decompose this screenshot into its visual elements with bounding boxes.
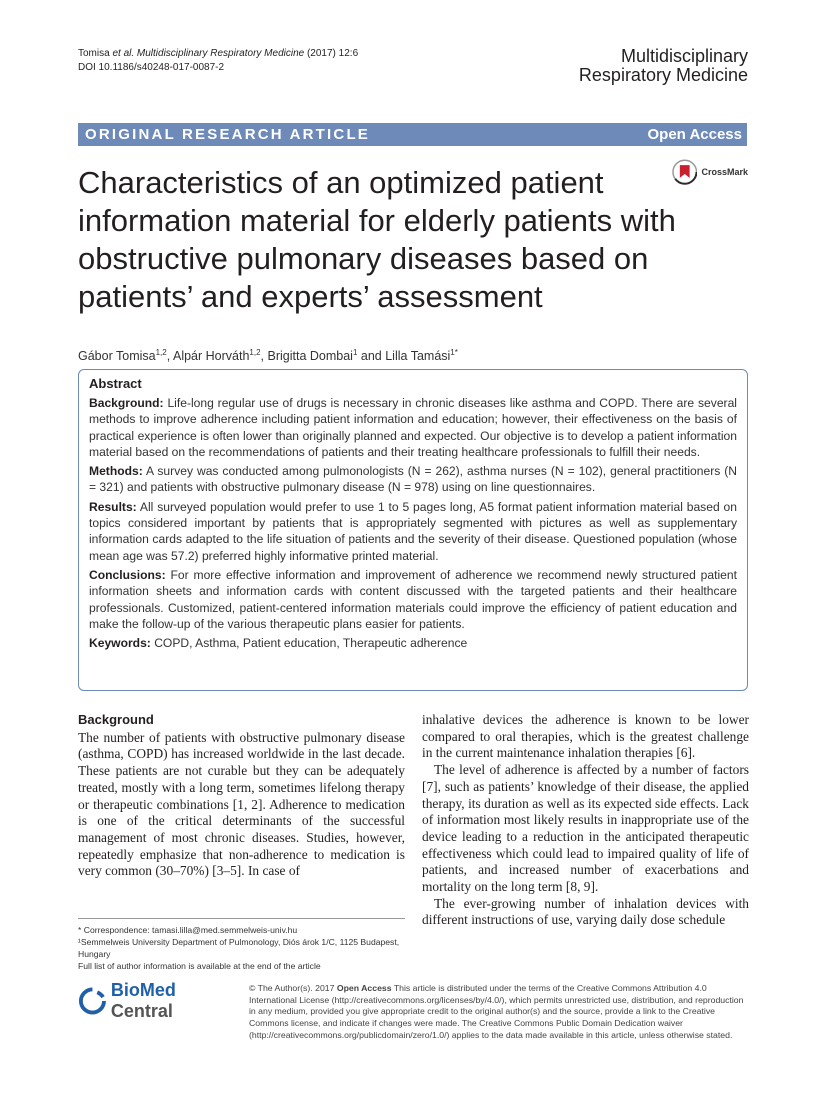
body-paragraph: The ever-growing number of inhalation devices with different instructions of use, varying daily dose schedule (422, 895, 749, 928)
author-info-note: Full list of author information is available at the end of the article (78, 961, 321, 971)
author-list (78, 348, 458, 363)
publisher-name: BioMed Central (110, 980, 176, 1021)
biomed-central-logo (78, 980, 238, 1021)
crossmark-badge[interactable] (672, 157, 748, 187)
body-left-column (78, 712, 405, 880)
abstract-methods: Methods: A survey was conducted among pulmonologists (N = 262), asthma nurses (N = 102), general practitioners (N = 321) and patients with obstructive pulmonary disease (N = 978) using on line questionnaires. (89, 464, 737, 495)
abstract-results: Results: All surveyed population would prefer to use 1 to 5 pages long, A5 format patient information material based on topics considered important by patients that is appropriately segmented with pictures as well as supplementary information cards adapted to the life situation of patients and the severity of their disease. Questioned population (whose mean age was 57.2) preferred highly informative printed material. (89, 499, 737, 563)
author: Lilla Tamási$^{1*}$ (385, 348, 458, 364)
body-paragraph: The level of adherence is affected by a number of factors [7], such as patients’ knowledge of their disease, the applied therapy, its duration as well as its expected side effects. Lack of information most likely results in inappropriate use of the device leading to a reduction in the anticipated therapeutic effectiveness which could lead to impaired quality of life of patients, and increased number of exacerbations and mortality on the long term [8, 9]. (422, 762, 749, 895)
abstract-heading: Abstract (89, 376, 142, 391)
open-access-label: Open Access (647, 126, 742, 143)
correspondence[interactable]: * Correspondence: tamasi.lilla@med.semmelweis-univ.hu (78, 925, 298, 935)
article-type-banner (78, 123, 747, 146)
author: Alpár Horváth$^{1,2}$, (172, 348, 268, 364)
doi: DOI 10.1186/s40248-017-0087-2 (78, 62, 225, 73)
author: Brigitta Dombai$^1$ and (267, 348, 386, 364)
affiliation: ¹Semmelweis University Department of Pulmonology, Diós árok 1/C, 1125 Budapest, Hungary (78, 937, 400, 959)
section-heading-background: Background (78, 712, 154, 727)
body-right-column (422, 712, 749, 929)
journal-name: Multidisciplinary Respiratory Medicine (578, 46, 748, 85)
body-paragraph: The number of patients with obstructive pulmonary disease (asthma, COPD) has increased worldwide in the last decade. These patients are not curable but they can be adequately treated, mostly with a long term, sometimes lifelong therapy or therapeutic combinations [1, 2]. Adherence to medication is one of the critical determinants of the successful management of most chronic diseases. Studies, however, repeatedly emphasize that non-adherence to medication is very common (30–70%) [3–5]. In case of (78, 729, 405, 879)
biomed-central-icon (78, 986, 107, 1016)
abstract-background: Background: Life-long regular use of drugs is necessary in chronic diseases like asthma and COPD. There are several methods to improve adherence including patient information and education; however, their effectiveness on the basis of practical experience is often lower than originally planned and expected. Our objective is to develop a patient information material based on the recommendations of patients and their treating healthcare professionals to fulfill their needs. (89, 396, 737, 459)
body-paragraph: inhalative devices the adherence is known to be lower compared to oral therapies, which is the greatest challenge in the current maintenance inhalation therapies [6]. (422, 712, 749, 761)
abstract-keywords: Keywords: COPD, Asthma, Patient education, Therapeutic adherence (89, 636, 468, 651)
citation-line: Tomisa et al. Multidisciplinary Respiratory Medicine (2017) 12:6 (78, 48, 359, 59)
license-statement: © The Author(s). 2017 Open Access This article is distributed under the terms of the Creative Commons Attribution 4.0 International License (http://creativecommons.org/licenses/by/4.0/), which permits unrestricted use, distribution, and reproduction in any medium, provided you give appropriate credit to the original author(s) and the source, provide a link to the Creative Commons license, and indicate if changes were made. The Creative Commons Public Domain Dedication waiver (http://creativecommons.org/publicdomain/zero/1.0/) applies to the data made available in this article, unless otherwise stated. (249, 983, 744, 1040)
crossmark-label: CrossMark (701, 167, 748, 177)
article-title: Characteristics of an optimized patient information material for elderly patients with obstructive pulmonary diseases based on patients’ and experts’ assessment (78, 165, 676, 314)
abstract-conclusions: Conclusions: For more effective information and improvement of adherence we recommend newly structured patient information sheets and information cards with content discussed with the targeted patients and their healthcare professionals. Customized, patient-centered information materials could improve the efficiency of patient education and make the follow-up of the various therapeutic plans easier for patients. (89, 567, 737, 631)
author: Gábor Tomisa$^{1,2}$, (78, 348, 173, 364)
abstract-box (78, 369, 748, 691)
article-type: ORIGINAL RESEARCH ARTICLE (85, 126, 371, 143)
citation-header (78, 47, 358, 75)
author-footnote (78, 918, 405, 972)
crossmark-icon (672, 159, 697, 185)
